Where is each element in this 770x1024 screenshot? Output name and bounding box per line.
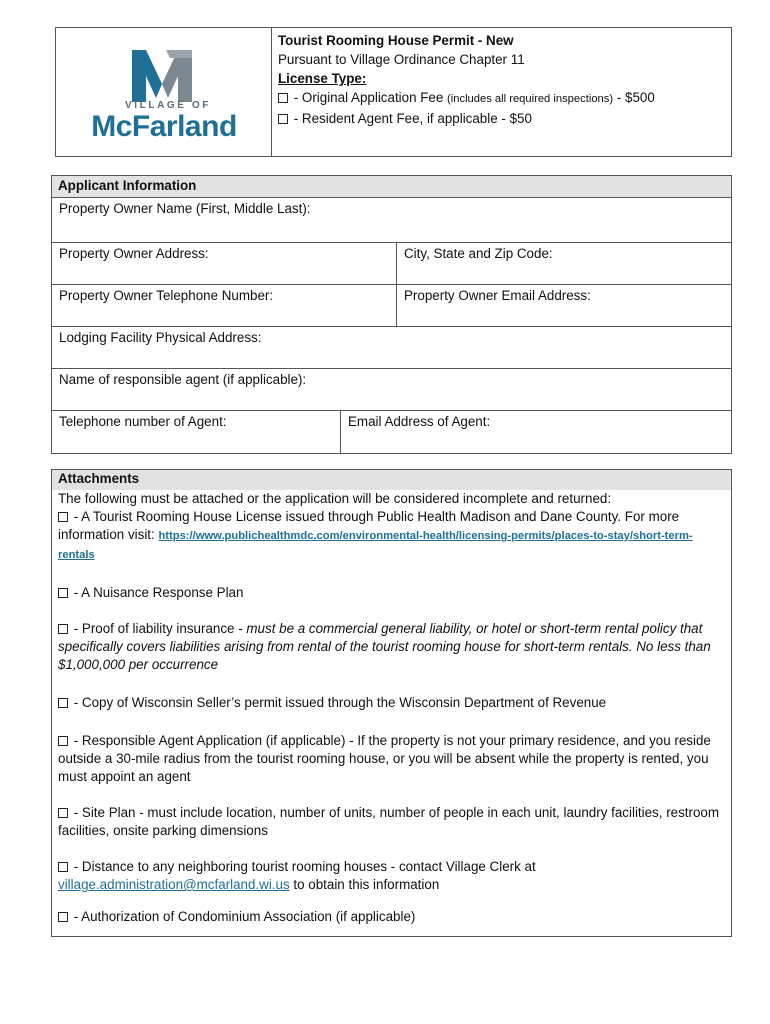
owner-contact-row bbox=[52, 285, 731, 327]
attachment-item-health-license bbox=[58, 508, 725, 564]
attachments-heading: Attachments bbox=[52, 470, 731, 490]
logo bbox=[56, 28, 272, 156]
attachments-box bbox=[51, 469, 732, 937]
attachment-item-agent-application bbox=[58, 732, 725, 786]
public-health-link[interactable]: https://www.publichealthmdc.com/environmental-health/licensing-permits/places-to-stay/short-term-rentals bbox=[58, 530, 693, 561]
header-box bbox=[55, 27, 732, 157]
attachment-item-sellers-permit bbox=[58, 694, 725, 712]
facility-address-row bbox=[52, 327, 731, 369]
distance-checkbox[interactable] bbox=[58, 862, 68, 872]
fee-original-row bbox=[278, 88, 655, 109]
agent-name-row bbox=[52, 369, 731, 411]
fee-resident-row bbox=[278, 109, 655, 128]
agent-application-checkbox[interactable] bbox=[58, 736, 68, 746]
permit-title: Tourist Rooming House Permit - New bbox=[278, 33, 514, 48]
site-plan-checkbox[interactable] bbox=[58, 808, 68, 818]
owner-email-field[interactable]: Property Owner Email Address: bbox=[404, 288, 591, 303]
attachment-item-insurance bbox=[58, 620, 725, 674]
agent-phone-field[interactable]: Telephone number of Agent: bbox=[52, 411, 341, 453]
insurance-checkbox[interactable] bbox=[58, 624, 68, 634]
applicant-information-table bbox=[51, 175, 732, 454]
site-plan-text: - Site Plan - must include location, number of units, number of people in each unit, laundry facilities, restroom facilities, onsite parking dimensions bbox=[58, 805, 720, 838]
distance-tail: to obtain this information bbox=[289, 877, 440, 892]
agent-email-field[interactable]: Email Address of Agent: bbox=[348, 414, 491, 429]
fee-original-amount: - $500 bbox=[613, 90, 655, 105]
nuisance-plan-checkbox[interactable] bbox=[58, 588, 68, 598]
attachments-intro: The following must be attached or the application will be considered incomplete and returned: bbox=[58, 491, 612, 506]
owner-name-row bbox=[52, 198, 731, 243]
fee-original-note: (includes all required inspections) bbox=[447, 93, 614, 105]
fee-original-checkbox[interactable] bbox=[278, 93, 288, 103]
owner-phone-field[interactable]: Property Owner Telephone Number: bbox=[52, 285, 397, 326]
permit-title-block bbox=[272, 28, 655, 156]
logo-village-label: VILLAGE OF bbox=[125, 100, 211, 111]
facility-address-field[interactable]: Lodging Facility Physical Address: bbox=[59, 330, 262, 345]
applicant-heading: Applicant Information bbox=[52, 176, 731, 198]
health-license-checkbox[interactable] bbox=[58, 512, 68, 522]
insurance-requirements: must be a commercial general liability, or hotel or short-term rental policy that specifically covers liabilities arising from rental of the tourist rooming house for short-term rentals. No less than $1,000,000 per occurrence bbox=[58, 621, 711, 672]
attachment-item-condo-authorization bbox=[58, 908, 725, 926]
attachment-item-nuisance-plan bbox=[58, 584, 725, 602]
condo-authorization-text: - Authorization of Condominium Association (if applicable) bbox=[70, 909, 416, 924]
agent-application-text: - Responsible Agent Application (if applicable) - If the property is not your primary residence, and you reside outside a 30-mile radius from the tourist rooming house, or you will be absent while the property is rented, you must appoint an agent bbox=[58, 733, 711, 784]
owner-name-field[interactable]: Property Owner Name (First, Middle Last): bbox=[59, 201, 311, 216]
agent-name-field[interactable]: Name of responsible agent (if applicable): bbox=[59, 372, 307, 387]
owner-address-row bbox=[52, 243, 731, 285]
fee-resident-checkbox[interactable] bbox=[278, 114, 288, 124]
attachment-item-site-plan bbox=[58, 804, 725, 840]
fee-original-label: - Original Application Fee bbox=[290, 90, 448, 105]
logo-name: McFarland bbox=[91, 110, 237, 143]
license-type-label: License Type: bbox=[278, 71, 367, 86]
owner-address-field[interactable]: Property Owner Address: bbox=[52, 243, 397, 284]
city-state-zip-field[interactable]: City, State and Zip Code: bbox=[404, 246, 553, 261]
agent-contact-row bbox=[52, 411, 731, 453]
village-clerk-email-link[interactable]: village.administration@mcfarland.wi.us bbox=[58, 877, 290, 892]
distance-text: - Distance to any neighboring tourist rooming houses - contact Village Clerk at bbox=[70, 859, 536, 874]
insurance-text: - Proof of liability insurance - bbox=[70, 621, 247, 636]
nuisance-plan-text: - A Nuisance Response Plan bbox=[70, 585, 244, 600]
condo-authorization-checkbox[interactable] bbox=[58, 912, 68, 922]
sellers-permit-text: - Copy of Wisconsin Seller’s permit issued through the Wisconsin Department of Revenue bbox=[70, 695, 607, 710]
health-license-text: - A Tourist Rooming House License issued through Public Health Madison and Dane County. For more information visit: bbox=[58, 509, 680, 542]
sellers-permit-checkbox[interactable] bbox=[58, 698, 68, 708]
fee-resident-label: - Resident Agent Fee, if applicable - $50 bbox=[290, 111, 532, 126]
attachment-item-distance bbox=[58, 858, 725, 894]
permit-subtitle: Pursuant to Village Ordinance Chapter 11 bbox=[278, 52, 525, 67]
